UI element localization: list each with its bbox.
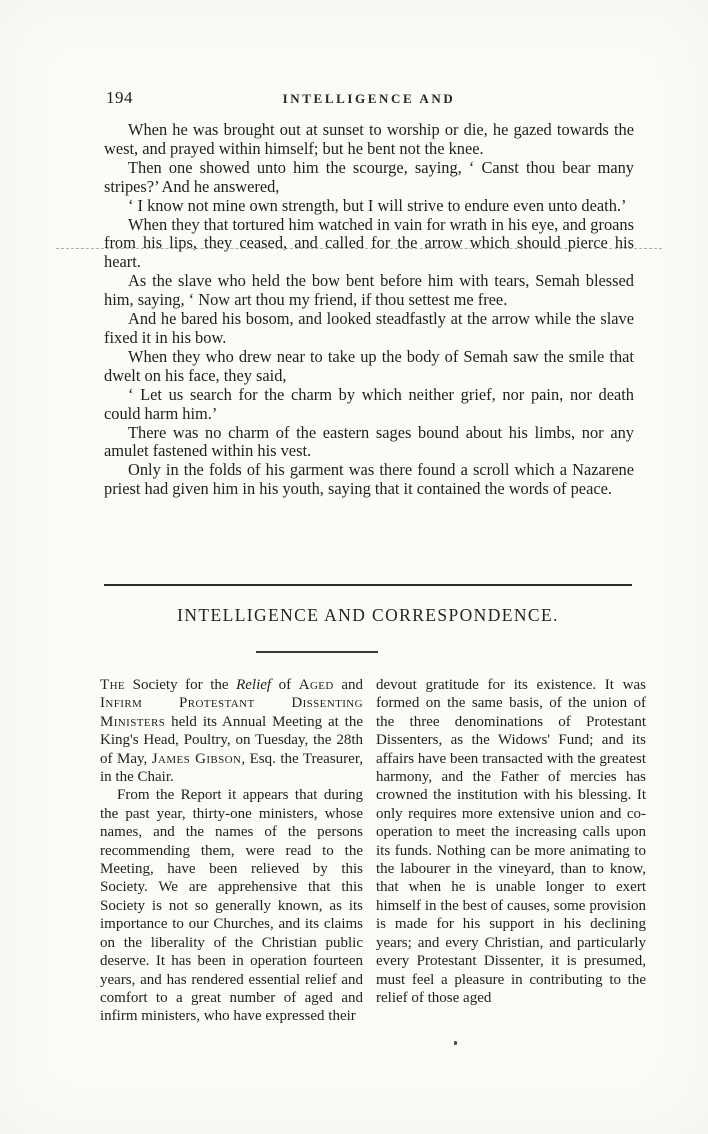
- article-paragraph-continuation: devout gratitude for its existence. It was formed on the same basis, of the union of the three denominations of Protestant Dissenters, as the Widows' Fund; and its affairs have been transacted with the greatest harmony, and the Father of mercies has crowned the institution with his blessing. It only requires more extensive union and co-operation to meet the increasing calls upon its funds. Nothing can be more animating to the labourer in the vineyard, than to know, that when he is unable longer to exert himself in the best of causes, some provision is made for his support in his declining years; and every Christian, and particularly every Protestant Dissenter, it is presumed, must feel a pleasure in contributing to the relief of those aged: [376, 677, 646, 1006]
- subsection-rule: [256, 651, 378, 653]
- story-paragraph: Then one showed unto him the scourge, saying, ‘ Canst thou bear many stripes?’ And he answered,: [104, 157, 634, 196]
- story-paragraph: When they who drew near to take up the body of Semah saw the smile that dwelt on his face, they said,: [104, 346, 634, 385]
- story-paragraph: There was no charm of the eastern sages bound about his limbs, nor any amulet fastened within his vest.: [104, 422, 634, 461]
- section-divider-rule: [104, 584, 632, 586]
- story-paragraph: When he was brought out at sunset to worship or die, he gazed towards the west, and prayed within himself; but he bent not the knee.: [104, 120, 634, 158]
- story-paragraph: ‘ I know not mine own strength, but I will strive to endure even unto death.’: [128, 195, 627, 215]
- article-two-columns: [100, 676, 646, 1026]
- scan-artifact-dot: [454, 1041, 457, 1045]
- story-paragraph: Only in the folds of his garment was there found a scroll which a Nazarene priest had given him in his youth, saying that it contained the words of peace.: [104, 460, 634, 499]
- page-header: [104, 88, 634, 110]
- running-header: INTELLIGENCE AND: [282, 91, 456, 106]
- article-paragraph: From the Report it appears that during the past year, thirty-one ministers, whose names, and the names of the persons recommending them, were read to the Meeting, have been relieved by this Society. We are apprehensive that this Society is not so generally known, as its importance to our Churches, and its claims on the liberality of the Christian public deserve. It has been in operation fourteen years, and has rendered essential relief and comfort to a great number of aged and infirm ministers, who have expressed their: [100, 787, 363, 1025]
- article-column-right: [376, 676, 646, 1026]
- story-paragraph: ‘ Let us search for the charm by which neither grief, nor pain, nor death could harm him.’: [104, 384, 634, 423]
- page-number: 194: [106, 88, 133, 107]
- article-paragraph: The Society for the Relief of Aged and Infirm Protestant Dissenting Ministers held its Annual Meeting at the King's Head, Poultry, on Tuesday, the 28th of May, James Gibson, Esq. the Treasurer, in the Chair.: [100, 677, 363, 786]
- story-paragraph: As the slave who held the bow bent before him with tears, Semah blessed him, saying, ‘ Now art thou my friend, if thou settest me free.: [104, 271, 634, 310]
- scan-artifact-line: [56, 248, 662, 249]
- article-column-left: [100, 676, 363, 1026]
- section-heading: INTELLIGENCE AND CORRESPONDENCE.: [177, 605, 559, 625]
- story-text-block: [104, 121, 634, 499]
- story-paragraph: When they that tortured him watched in vain for wrath in his eye, and groans from his lips, they ceased, and called for the arrow which should pierce his heart.: [104, 214, 634, 272]
- story-paragraph: And he bared his bosom, and looked steadfastly at the arrow while the slave fixed it in his bow.: [104, 309, 634, 347]
